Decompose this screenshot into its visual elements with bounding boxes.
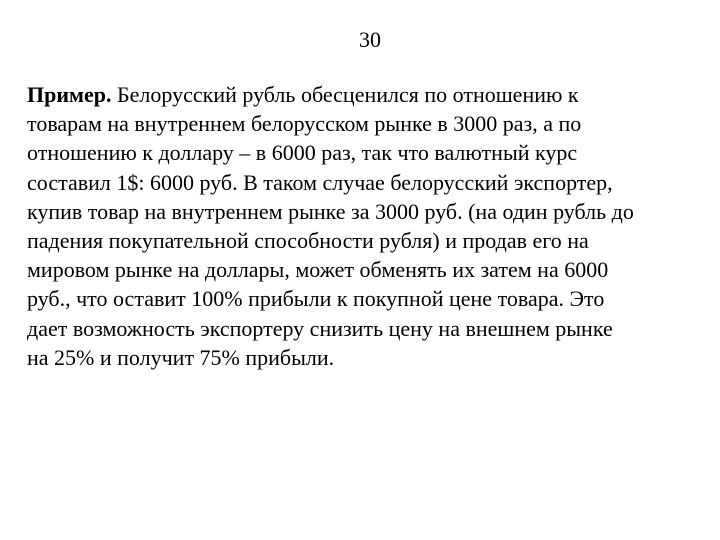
paragraph-line-7: мировом рынке на доллары, может обменять их затем на 6000 [27, 257, 609, 283]
paragraph-line-9: дает возможность экспортеру снизить цену на внешнем рынке [27, 315, 613, 341]
paragraph-line-4: составил 1$: 6000 руб. В таком случае белорусский экспортер, [27, 169, 613, 195]
example-paragraph [27, 80, 707, 372]
page-number: 30 [359, 27, 381, 52]
paragraph-line-5: купив товар на внутреннем рынке за 3000 руб. (на один рубль до [27, 198, 634, 224]
paragraph-line-10: на 25% и получит 75% прибыли. [27, 344, 335, 370]
example-lead: Пример. [27, 82, 112, 107]
paragraph-line-8: руб., что оставит 100% прибыли к покупной цене товара. Это [27, 286, 605, 312]
paragraph-line-1 [27, 80, 707, 109]
paragraph-line-2: товарам на внутреннем белорусском рынке в 3000 раз, а по [27, 111, 582, 137]
paragraph-line-6: падения покупательной способности рубля) и продав его на [27, 228, 589, 254]
paragraph-line-3: отношению к доллару – в 6000 раз, так что валютный курс [27, 140, 578, 166]
paragraph-line-1-text: Белорусский рубль обесценился по отношению к [111, 82, 579, 107]
